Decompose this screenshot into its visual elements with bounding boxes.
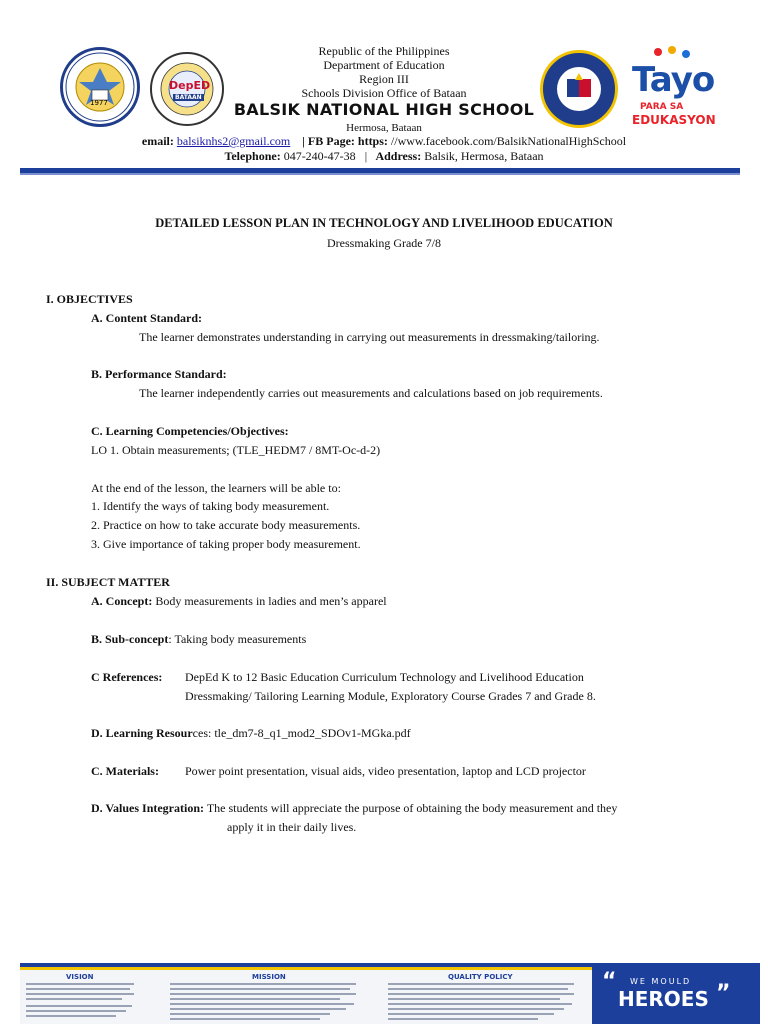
vision-text-block xyxy=(26,983,136,1023)
footer-banner xyxy=(20,963,760,1024)
tayo-text: Tayo xyxy=(632,60,715,100)
learning-resources-line xyxy=(91,726,411,741)
school-name: BALSIK NATIONAL HIGH SCHOOL xyxy=(233,100,535,119)
telephone-value: 047-240-47-38 xyxy=(283,149,356,163)
objective-item: 2. Practice on how to take accurate body measurements. xyxy=(91,518,361,532)
header-republic: Republic of the Philippines xyxy=(318,44,450,58)
objective-item: 1. Identify the ways of taking body measurement. xyxy=(91,499,330,513)
mission-heading: MISSION xyxy=(252,973,286,981)
values-integration-text-2: apply it in their daily lives. xyxy=(227,820,357,834)
references-text-2: Dressmaking/ Tailoring Learning Module, Exploratory Course Grades 7 and Grade 8. xyxy=(185,689,596,703)
subconcept-line xyxy=(91,632,306,647)
lesson-plan-subtitle: Dressmaking Grade 7/8 xyxy=(327,236,441,250)
address-value: Balsik, Hermosa, Bataan xyxy=(424,149,544,163)
fb-url[interactable]: //www.facebook.com/BalsikNationalHighSchool xyxy=(390,134,627,148)
address-label: Address: xyxy=(375,149,422,163)
concept-text: Body measurements in ladies and men’s apparel xyxy=(155,594,387,608)
school-seal-year: 1977 xyxy=(90,99,108,107)
content-standard-label: A. Content Standard: xyxy=(91,311,203,325)
subconcept-text: : Taking body measurements xyxy=(168,632,307,646)
lesson-plan-title: DETAILED LESSON PLAN IN TECHNOLOGY AND LIVELIHOOD EDUCATION xyxy=(155,216,613,230)
quality-policy-heading: QUALITY POLICY xyxy=(448,973,513,981)
quality-policy-text-block xyxy=(388,983,578,1023)
heroes-text: HEROES xyxy=(618,987,709,1011)
para-sa-text: PARA SA xyxy=(640,102,684,112)
objective-item: 3. Give importance of taking proper body measurement. xyxy=(91,537,361,551)
content-standard-text: The learner demonstrates understanding in carrying out measurements in dressmaking/tailoring. xyxy=(139,330,600,344)
subject-matter-heading: II. SUBJECT MATTER xyxy=(46,575,170,589)
vision-heading: VISION xyxy=(66,973,94,981)
kagawaran-seal-logo xyxy=(540,50,618,128)
close-quote-icon: ” xyxy=(716,981,731,1006)
email-label: email: xyxy=(141,134,174,148)
competencies-label: C. Learning Competencies/Objectives: xyxy=(91,424,289,438)
open-quote-icon: “ xyxy=(602,969,617,994)
concept-line xyxy=(91,594,387,609)
fb-label: | FB Page: https: xyxy=(302,134,388,148)
header-division: Schools Division Office of Bataan xyxy=(301,86,467,100)
learning-resources-text: ces: tle_dm7-8_q1_mod2_SDOv1-MGka.pdf xyxy=(192,726,411,740)
references-label: C References: xyxy=(91,670,163,684)
learning-outcome: LO 1. Obtain measurements; (TLE_HEDM7 / 8MT-Oc-d-2) xyxy=(91,443,381,457)
contact-separator: | xyxy=(364,149,368,163)
contact-line-1 xyxy=(0,134,768,148)
contact-line-2 xyxy=(0,149,768,163)
edukasyon-text: EDUKASYON xyxy=(632,113,716,127)
header-town: Hermosa, Bataan xyxy=(346,122,422,134)
subconcept-label: B. Sub-concept xyxy=(91,632,169,646)
header-department: Department of Education xyxy=(323,58,445,72)
materials-text: Power point presentation, visual aids, video presentation, laptop and LCD projector xyxy=(185,764,586,778)
performance-standard-label: B. Performance Standard: xyxy=(91,367,227,381)
telephone-label: Telephone: xyxy=(224,149,281,163)
deped-seal-sub: BATAAN xyxy=(175,94,202,101)
values-integration-text-1: The students will appreciate the purpose of obtaining the body measurement and they xyxy=(206,801,618,815)
header-region: Region III xyxy=(359,72,409,86)
tayo-logo xyxy=(630,46,720,126)
values-integration-line xyxy=(91,801,617,816)
objectives-heading: I. OBJECTIVES xyxy=(46,292,133,306)
performance-standard-text: The learner independently carries out measurements and calculations based on job requirements. xyxy=(139,386,603,400)
header-rule xyxy=(20,168,740,175)
deped-seal-text: DepED xyxy=(169,79,211,92)
we-mould-heroes-panel xyxy=(592,967,760,1024)
we-mould-text: WE MOULD xyxy=(630,977,692,986)
mission-text-block xyxy=(170,983,360,1023)
email-link[interactable]: balsiknhs2@gmail.com xyxy=(176,134,291,148)
references-text-1: DepEd K to 12 Basic Education Curriculum Technology and Livelihood Education xyxy=(185,670,584,684)
concept-label: A. Concept: xyxy=(91,594,153,608)
learning-resources-label: D. Learning Resour xyxy=(91,726,193,740)
values-integration-label: D. Values Integration: xyxy=(91,801,205,815)
objectives-intro: At the end of the lesson, the learners will be able to: xyxy=(91,481,341,495)
materials-label: C. Materials: xyxy=(91,764,159,778)
